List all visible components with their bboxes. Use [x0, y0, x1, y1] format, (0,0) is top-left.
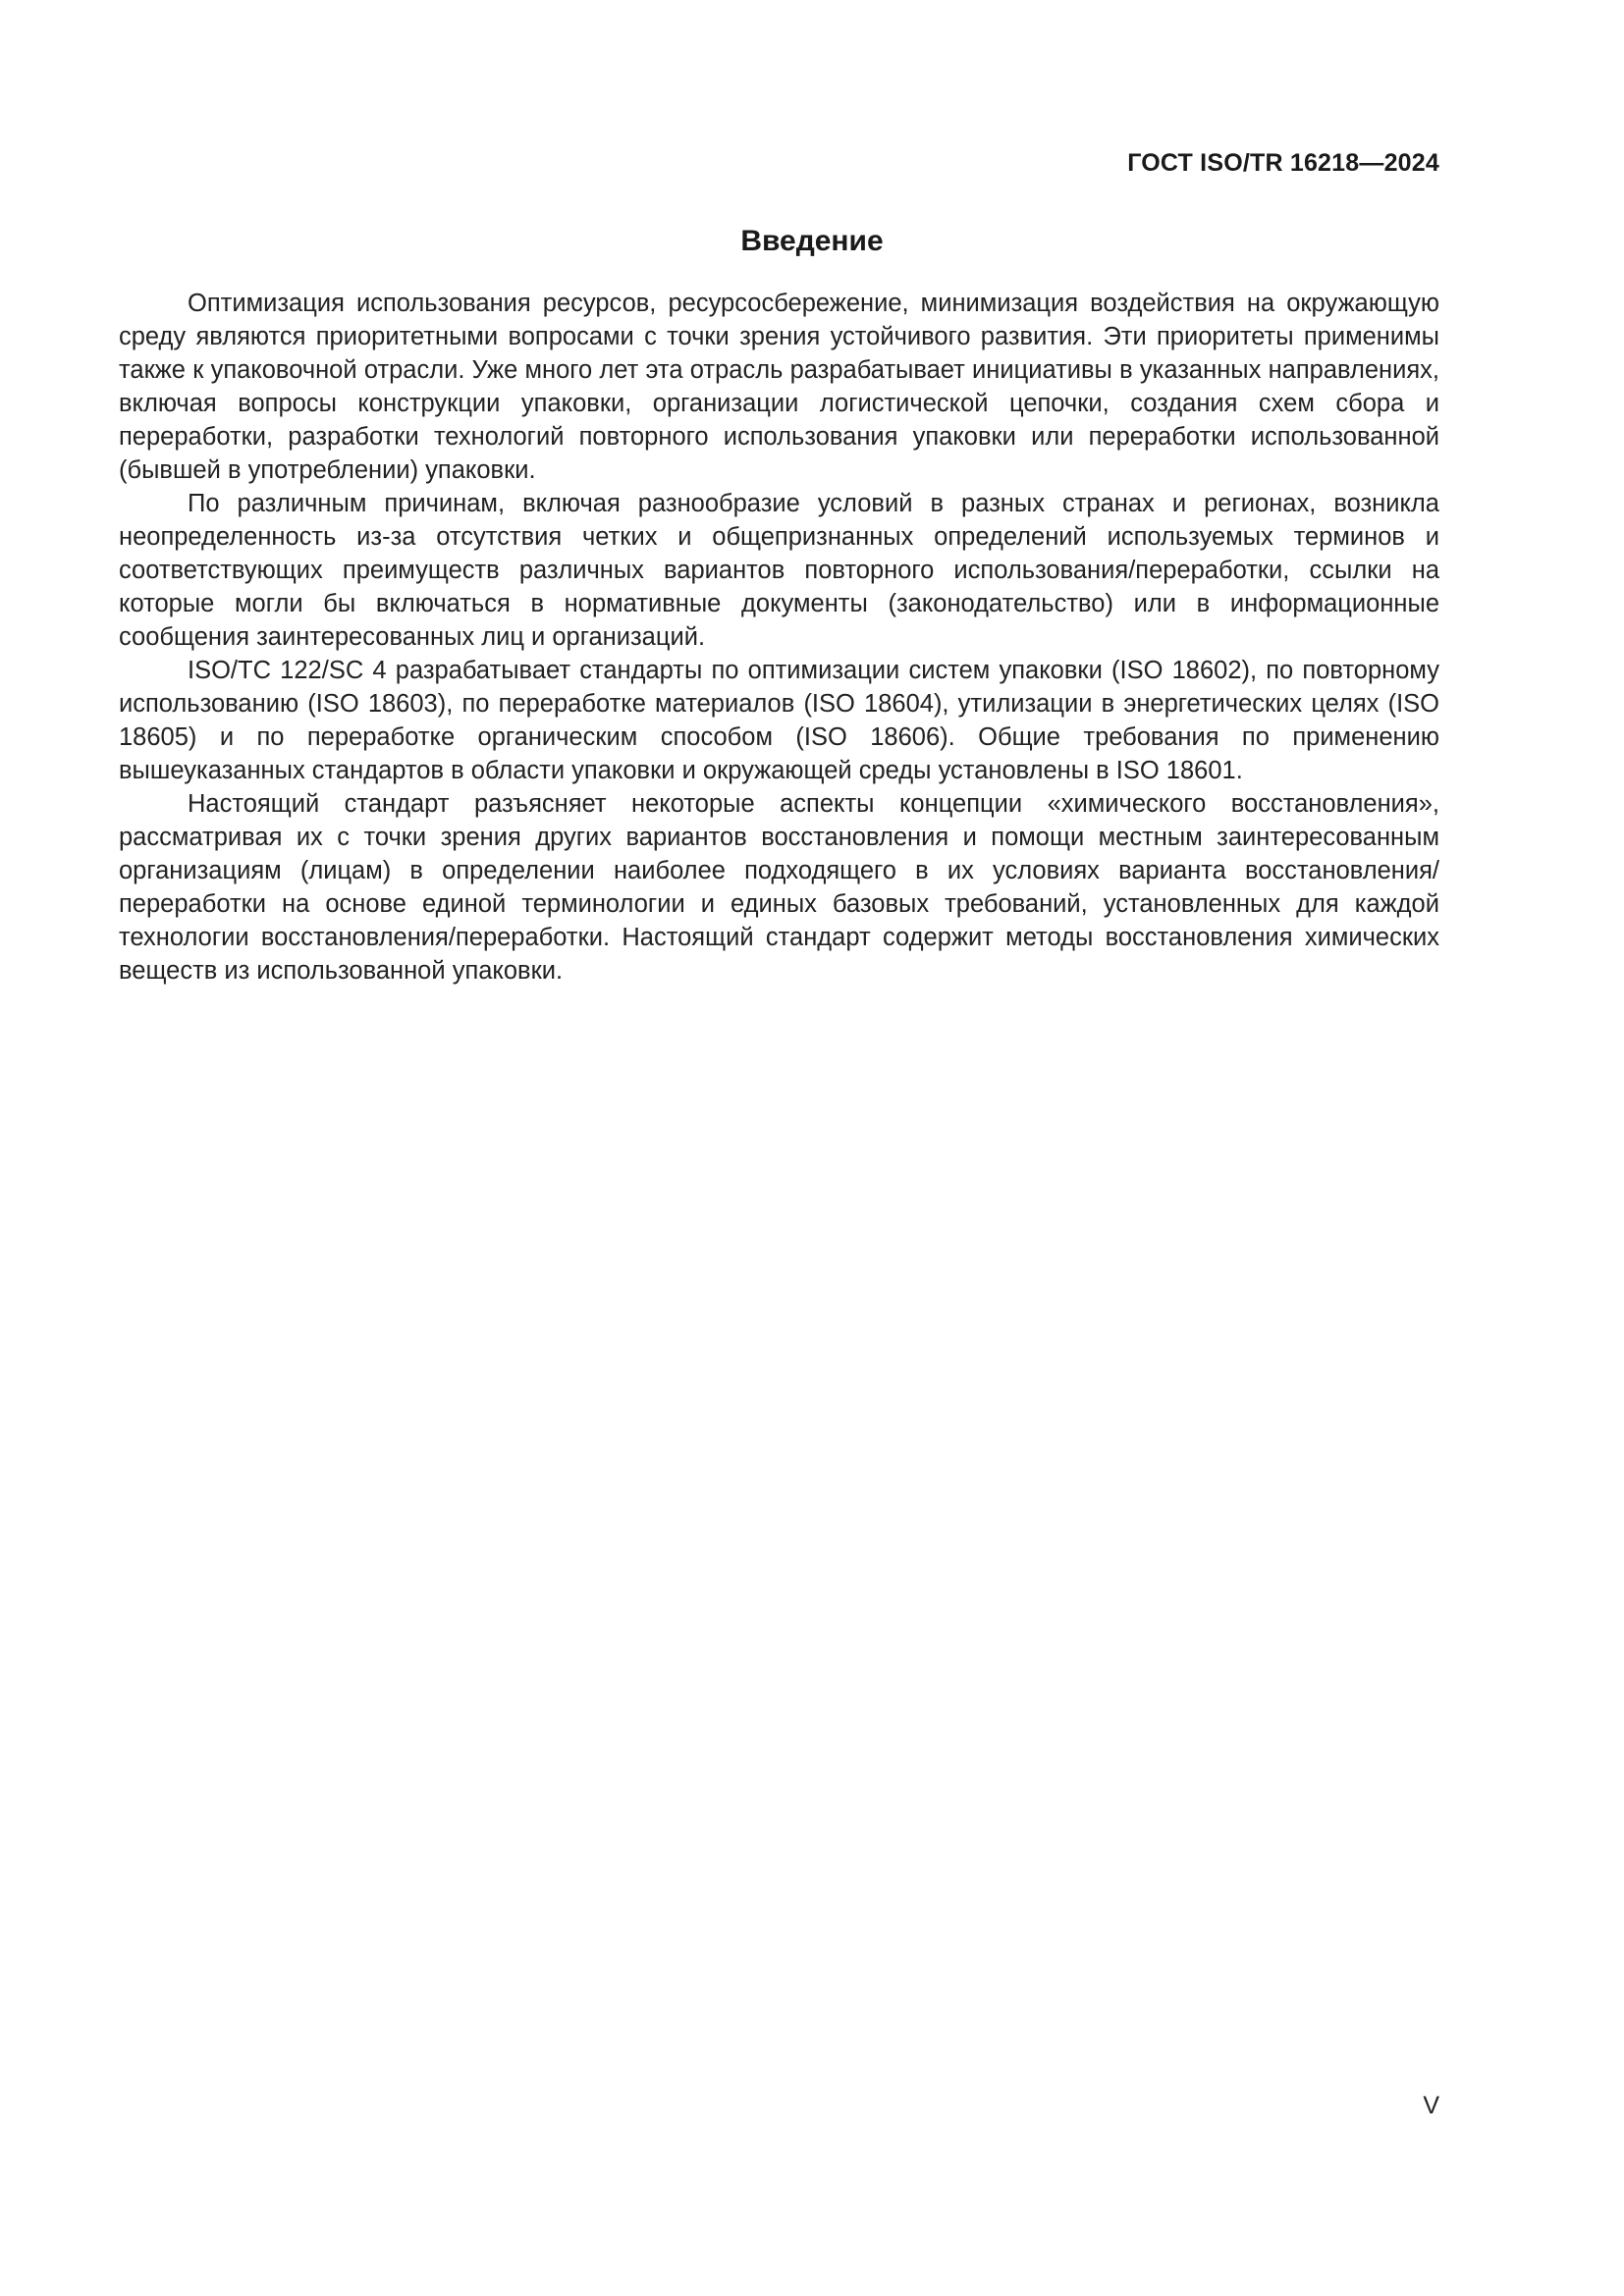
section-body — [119, 287, 1439, 988]
paragraph-2: По различным причинам, включая разнообразие условий в разных странах и регионах, возникла неопределенность из-за отсутствия четких и общепризнанных определений используемых терминов и соответствующих преимуществ различных вариантов повторного использования/переработки, ссылки на которые могли бы включаться в нормативные документы (законодательство) или в информационные сообщения заинтересованных лиц и организаций. — [119, 490, 1439, 651]
document-id: ГОСТ ISO/TR 16218—2024 — [1127, 149, 1439, 177]
paragraph-3: ISO/TC 122/SC 4 разрабатывает стандарты по оптимизации систем упаковки (ISO 18602), по повторному использованию (ISO 18603), по переработке материалов (ISO 18604), утилизации в энергетических целях (ISO 18605) и по переработке органическим способом (ISO 18606). Общие требования по применению вышеуказанных стандартов в области упаковки и окружающей среды установлены в ISO 18601. — [119, 657, 1439, 784]
page-number: V — [1423, 2092, 1439, 2119]
section-title: Введение — [740, 225, 884, 257]
paragraph-1: Оптимизация использования ресурсов, ресурсосбережение, минимизация воздействия на окружающую среду являются приоритетными вопросами с точки зрения устойчивого развития. Эти приоритеты применимы также к упаковочной отрасли. Уже много лет эта отрасль разрабатывает инициативы в указанных направлениях, включая вопросы конструкции упаковки, организации логистической цепочки, создания схем сбора и переработки, разработки технологий повторного использования упаковки или переработки использованной (бывшей в употреблении) упаковки. — [119, 290, 1439, 484]
paragraph-4: Настоящий стандарт разъясняет некоторые аспекты концепции «химического восстановления», рассматривая их с точки зрения других вариантов восстановления и помощи местным заинтересованным организациям (лицам) в определении наиболее подходящего в их условиях варианта восстановления/переработки на основе единой терминологии и единых базовых требований, установленных для каждой технологии восстановления/переработки. Настоящий стандарт содержит методы восстановления химических веществ из использованной упаковки. — [119, 790, 1439, 985]
